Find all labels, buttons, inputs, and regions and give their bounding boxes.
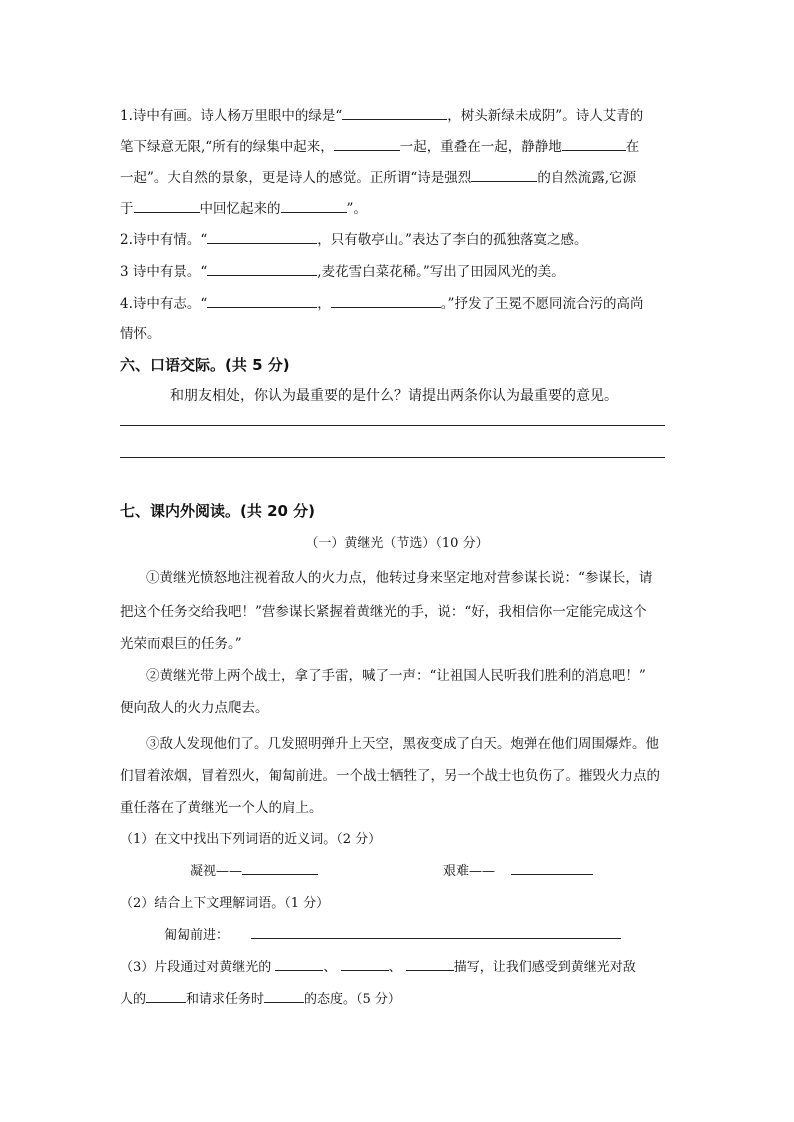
word-meaning-item: 匍匐前进： xyxy=(164,924,621,943)
passage-p2-line2: 便向敌人的火力点爬去。 xyxy=(120,700,269,716)
q2-line: 2.诗中有情。“ ，只有敬亭山。”表达了李白的孤独落寞之感。 xyxy=(120,228,587,248)
answer-blank[interactable] xyxy=(341,956,389,971)
q1-line1: 1.诗中有画。诗人杨万里眼中的绿是“ ，树头新绿未成阴”。诗人艾青的 xyxy=(120,104,643,124)
q4-line2: 情怀。 xyxy=(120,326,161,342)
reading-q1: （1）在文中找出下列词语的近义词。（2 分） xyxy=(120,832,382,847)
answer-blank[interactable] xyxy=(251,924,621,939)
q1-line4: 于 中回忆起来的 ”。 xyxy=(120,197,367,217)
answer-blank[interactable] xyxy=(242,860,318,875)
passage-p1-line2: 把这个任务交给我吧！”营参谋长紧握着黄继光的手，说：“好，我相信你一定能完成这个 xyxy=(120,604,647,620)
answer-line[interactable] xyxy=(120,457,665,458)
q1-line3: 一起”。大自然的景象，更是诗人的感觉。正所谓“诗是强烈 的自然流露,它源 xyxy=(120,166,636,186)
synonym-item-2: 艰难—— xyxy=(443,860,593,879)
answer-blank[interactable] xyxy=(342,105,447,120)
passage-p3-line3: 重任落在了黄继光一个人的肩上。 xyxy=(120,800,323,816)
q4-line: 4.诗中有志。“ ， 。”抒发了王冕不愿同流合污的高尚 xyxy=(120,292,643,312)
passage-p1-line1: ①黄继光愤怒地注视着敌人的火力点，他转过身来坚定地对营参谋长说：“参谋长，请 xyxy=(146,570,653,586)
q3-line: 3 诗中有景。“ ,麦花雪白菜花稀。”写出了田园风光的美。 xyxy=(120,260,565,280)
answer-line[interactable] xyxy=(120,425,665,426)
section6-title: 六、口语交际。(共 5 分) xyxy=(120,356,290,374)
answer-blank[interactable] xyxy=(134,198,200,213)
reading-q2: （2）结合上下文理解词语。（1 分） xyxy=(120,896,330,911)
q1-line2: 笔下绿意无限,“所有的绿集中起来， 一起，重叠在一起，静静地 在 xyxy=(120,135,639,155)
answer-blank[interactable] xyxy=(207,293,317,308)
reading-q3-line2: 人的 和请求任务时 的态度。（5 分） xyxy=(120,988,401,1007)
answer-blank[interactable] xyxy=(207,229,317,244)
answer-blank[interactable] xyxy=(264,988,304,1003)
answer-blank[interactable] xyxy=(207,261,317,276)
answer-blank[interactable] xyxy=(334,136,400,151)
section7-title: 七、课内外阅读。(共 20 分) xyxy=(120,502,316,520)
section6-prompt: 和朋友相处，你认为最重要的是什么？请提出两条你认为最重要的意见。 xyxy=(170,388,618,404)
answer-blank[interactable] xyxy=(146,988,186,1003)
answer-blank[interactable] xyxy=(331,293,441,308)
passage-p2-line1: ②黄继光带上两个战士，拿了手雷，喊了一声：“让祖国人民听我们胜利的消息吧！” xyxy=(146,668,646,684)
answer-blank[interactable] xyxy=(511,860,593,875)
synonym-item-1: 凝视—— xyxy=(190,860,318,879)
passage-p1-line3: 光荣而艰巨的任务。” xyxy=(120,636,242,652)
passage-p3-line2: 们冒着浓烟，冒着烈火，匍匐前进。一个战士牺牲了，另一个战士也负伤了。摧毁火力点的 xyxy=(120,768,660,784)
answer-blank[interactable] xyxy=(562,136,626,151)
answer-blank[interactable] xyxy=(281,198,347,213)
passage-p3-line1: ③敌人发现他们了。几发照明弹升上天空，黑夜变成了白天。炮弹在他们周围爆炸。他 xyxy=(146,736,659,752)
passage-subtitle: （一）黄继光（节选）（10 分） xyxy=(305,536,489,551)
answer-blank[interactable] xyxy=(406,956,454,971)
answer-blank[interactable] xyxy=(275,956,323,971)
answer-blank[interactable] xyxy=(471,167,537,182)
reading-q3-line1: （3）片段通过对黄继光的 、 、 描写，让我们感受到黄继光对敌 xyxy=(120,956,636,975)
